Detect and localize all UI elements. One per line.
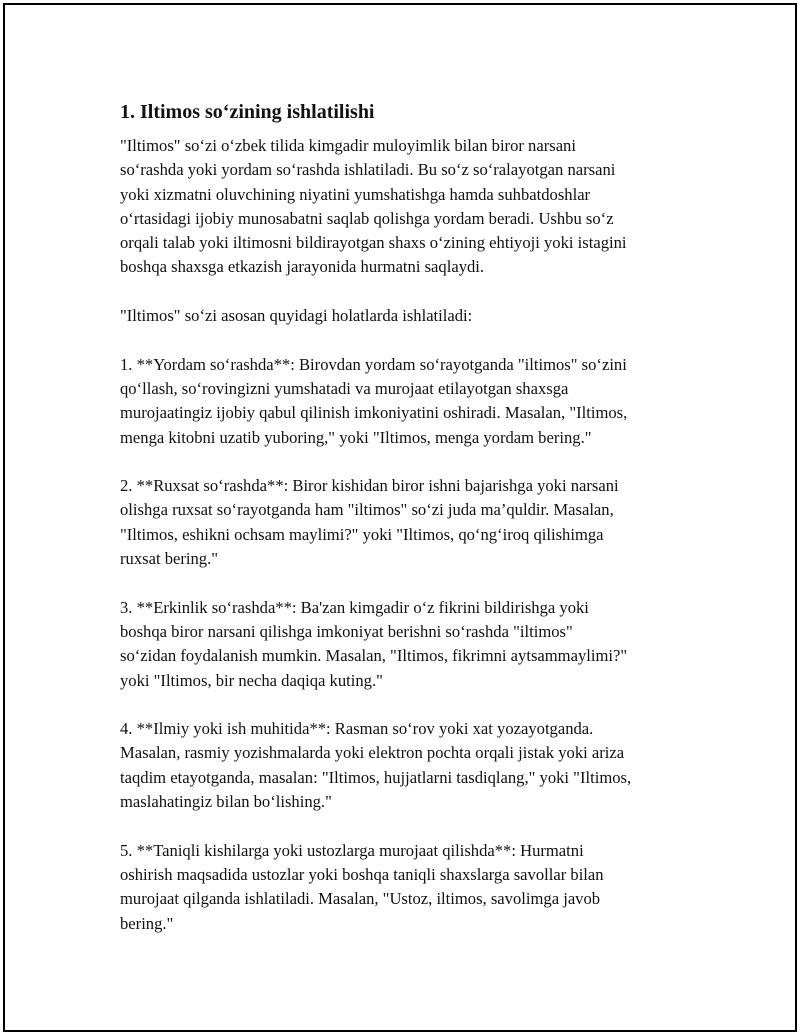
text-line: bering." <box>120 913 174 933</box>
text-line: 4. **Ilmiy yoki ish muhitida**: Rasman so‘rov yoki xat yozayotganda. <box>120 719 594 739</box>
text-line: boshqa shaxsga etkazish jarayonida hurmatni saqlaydi. <box>120 257 485 277</box>
paragraph-intro <box>120 134 700 280</box>
text-line: 5. **Taniqli kishilarga yoki ustozlarga murojaat qilishda**: Hurmatni <box>120 840 584 860</box>
paragraph-item-3 <box>120 596 700 693</box>
paragraph-item-4 <box>120 717 700 814</box>
text-line: yoki xizmatni oluvchining niyatini yumshatishga hamda suhbatdoshlar <box>120 184 591 204</box>
text-line: menga kitobni uzatib yuboring," yoki "Iltimos, menga yordam bering." <box>120 427 592 447</box>
page-frame <box>3 3 797 1032</box>
paragraph-item-1 <box>120 353 700 450</box>
paragraph-item-2 <box>120 474 700 571</box>
text-line: "Iltimos" so‘zi o‘zbek tilida kimgadir muloyimlik bilan biror narsani <box>120 136 576 155</box>
text-line: "Iltimos" so‘zi asosan quyidagi holatlarda ishlatiladi: <box>120 306 473 326</box>
text-line: "Iltimos, eshikni ochsam maylimi?" yoki "Iltimos, qo‘ng‘iroq qilishimga <box>120 524 604 544</box>
text-line: so‘rashda yoki yordam so‘rashda ishlatiladi. Bu so‘z so‘ralayotgan narsani <box>120 160 616 180</box>
document-body <box>120 99 700 960</box>
text-line: qo‘llash, so‘rovingizni yumshatadi va murojaat etilayotgan shaxsga <box>120 378 569 398</box>
paragraph-item-5 <box>120 839 700 936</box>
document-title: 1. Iltimos so‘zining ishlatilishi <box>120 101 375 123</box>
text-line: olishga ruxsat so‘rayotganda ham "iltimos" so‘zi juda ma’quldir. Masalan, <box>120 500 614 520</box>
text-line: 1. **Yordam so‘rashda**: Birovdan yordam so‘rayotganda "iltimos" so‘zini <box>120 354 627 374</box>
text-line: murojaat qilganda ishlatiladi. Masalan, "Ustoz, iltimos, savolimga javob <box>120 889 601 909</box>
text-line: orqali talab yoki iltimosni bildirayotgan shaxs o‘zining ehtiyoji yoki istagini <box>120 233 627 253</box>
text-line: so‘zidan foydalanish mumkin. Masalan, "Iltimos, fikrimni aytsammaylimi?" <box>120 646 628 666</box>
paragraph-usage-intro <box>120 304 700 328</box>
text-line: 3. **Erkinlik so‘rashda**: Ba'zan kimgadir o‘z fikrini bildirishga yoki <box>120 597 589 617</box>
text-line: taqdim etayotganda, masalan: "Iltimos, hujjatlarni tasdiqlang," yoki "Iltimos, <box>120 767 632 787</box>
text-line: boshqa biror narsani qilishga imkoniyat berishni so‘rashda "iltimos" <box>120 621 573 641</box>
text-line: ruxsat bering." <box>120 549 219 569</box>
text-line: oshirish maqsadida ustozlar yoki boshqa taniqli shaxslarga savollar bilan <box>120 864 604 884</box>
text-line: murojaatingiz ijobiy qabul qilinish imkoniyatini oshiradi. Masalan, "Iltimos, <box>120 403 628 423</box>
text-line: 2. **Ruxsat so‘rashda**: Biror kishidan biror ishni bajarishga yoki narsani <box>120 476 619 496</box>
text-line: Masalan, rasmiy yozishmalarda yoki elektron pochta orqali jistak yoki ariza <box>120 743 625 763</box>
text-line: yoki "Iltimos, bir necha daqiqa kuting." <box>120 670 383 690</box>
text-line: o‘rtasidagi ijobiy munosabatni saqlab qolishga yordam beradi. Ushbu so‘z <box>120 208 614 228</box>
text-line: maslahatingiz bilan bo‘lishing." <box>120 792 332 812</box>
